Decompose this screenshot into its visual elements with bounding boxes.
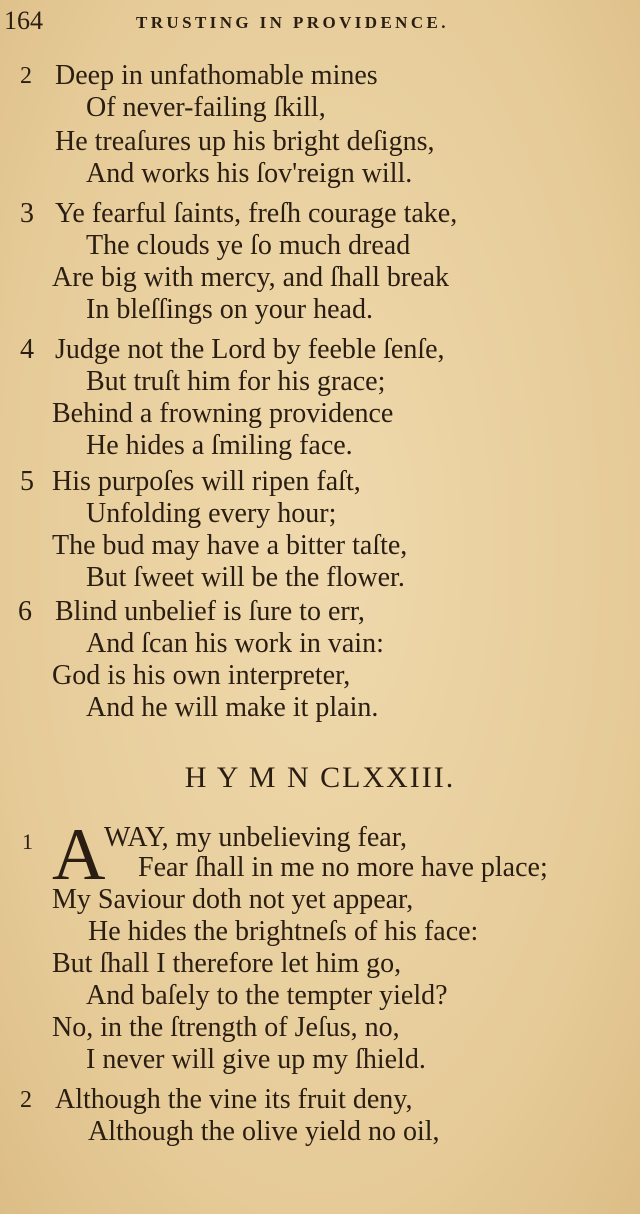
verse-line: And works his ſov'reign will. <box>86 158 413 189</box>
verse-line: Blind unbelief is ſure to err, <box>55 596 365 627</box>
stanza-number: 2 <box>20 63 32 89</box>
verse-line: Deep in unfathomable mines <box>55 60 378 91</box>
verse-line: He hides a ſmiling face. <box>86 430 353 461</box>
running-title: TRUSTING IN PROVIDENCE. <box>136 13 449 32</box>
verse-line: Fear ſhall in me no more have place; <box>138 852 548 883</box>
stanza-number: 4 <box>20 334 34 365</box>
verse-line: Are big with mercy, and ſhall break <box>52 262 450 293</box>
verse-line: He treaſures up his bright deſigns, <box>55 126 435 157</box>
verse-line: Of never-failing ſkill, <box>86 92 326 123</box>
stanza-number: 6 <box>18 596 32 627</box>
verse-number: 1 <box>22 829 33 854</box>
verse-line: And ſcan his work in vain: <box>86 628 384 659</box>
stanza-number: 5 <box>20 466 34 497</box>
verse-line: Judge not the Lord by feeble ſenſe, <box>55 334 445 365</box>
verse-number: 2 <box>20 1087 32 1113</box>
verse-line: Although the vine its fruit deny, <box>55 1084 413 1115</box>
running-header <box>0 4 640 38</box>
verse-line: But truſt him for his grace; <box>86 366 386 397</box>
verse-line: No, in the ſtrength of Jeſus, no, <box>52 1012 400 1043</box>
verse-line: Although the olive yield no oil, <box>88 1116 440 1147</box>
drop-cap: A <box>52 814 106 896</box>
hymn-heading: H Y M N CLXXIII. <box>184 761 456 794</box>
verse-line: The clouds ye ſo much dread <box>86 230 411 261</box>
verse-line: My Saviour doth not yet appear, <box>52 884 414 915</box>
verse-line: Unfolding every hour; <box>86 498 337 529</box>
verse-line: And baſely to the tempter yield? <box>86 980 448 1011</box>
verse-line: But ſhall I therefore let him go, <box>52 948 402 979</box>
verse-line: Ye fearful ſaints, freſh courage take, <box>55 198 458 229</box>
verse-line: He hides the brightneſs of his face: <box>88 916 479 947</box>
verse-line: In bleſſings on your head. <box>86 294 373 325</box>
stanza-number: 3 <box>20 198 34 229</box>
verse-line: The bud may have a bitter taſte, <box>52 530 408 561</box>
page-number: 164 <box>4 6 43 35</box>
verse-line: WAY, my unbelieving fear, <box>104 822 407 853</box>
verse-line: God is his own interpreter, <box>52 660 351 691</box>
verse-line: Behind a frowning providence <box>52 398 394 429</box>
verse-line: I never will give up my ſhield. <box>86 1044 426 1075</box>
verse-line: And he will make it plain. <box>86 692 379 723</box>
verse-line: His purpoſes will ripen faſt, <box>52 466 361 497</box>
verse-line: But ſweet will be the flower. <box>86 562 405 593</box>
